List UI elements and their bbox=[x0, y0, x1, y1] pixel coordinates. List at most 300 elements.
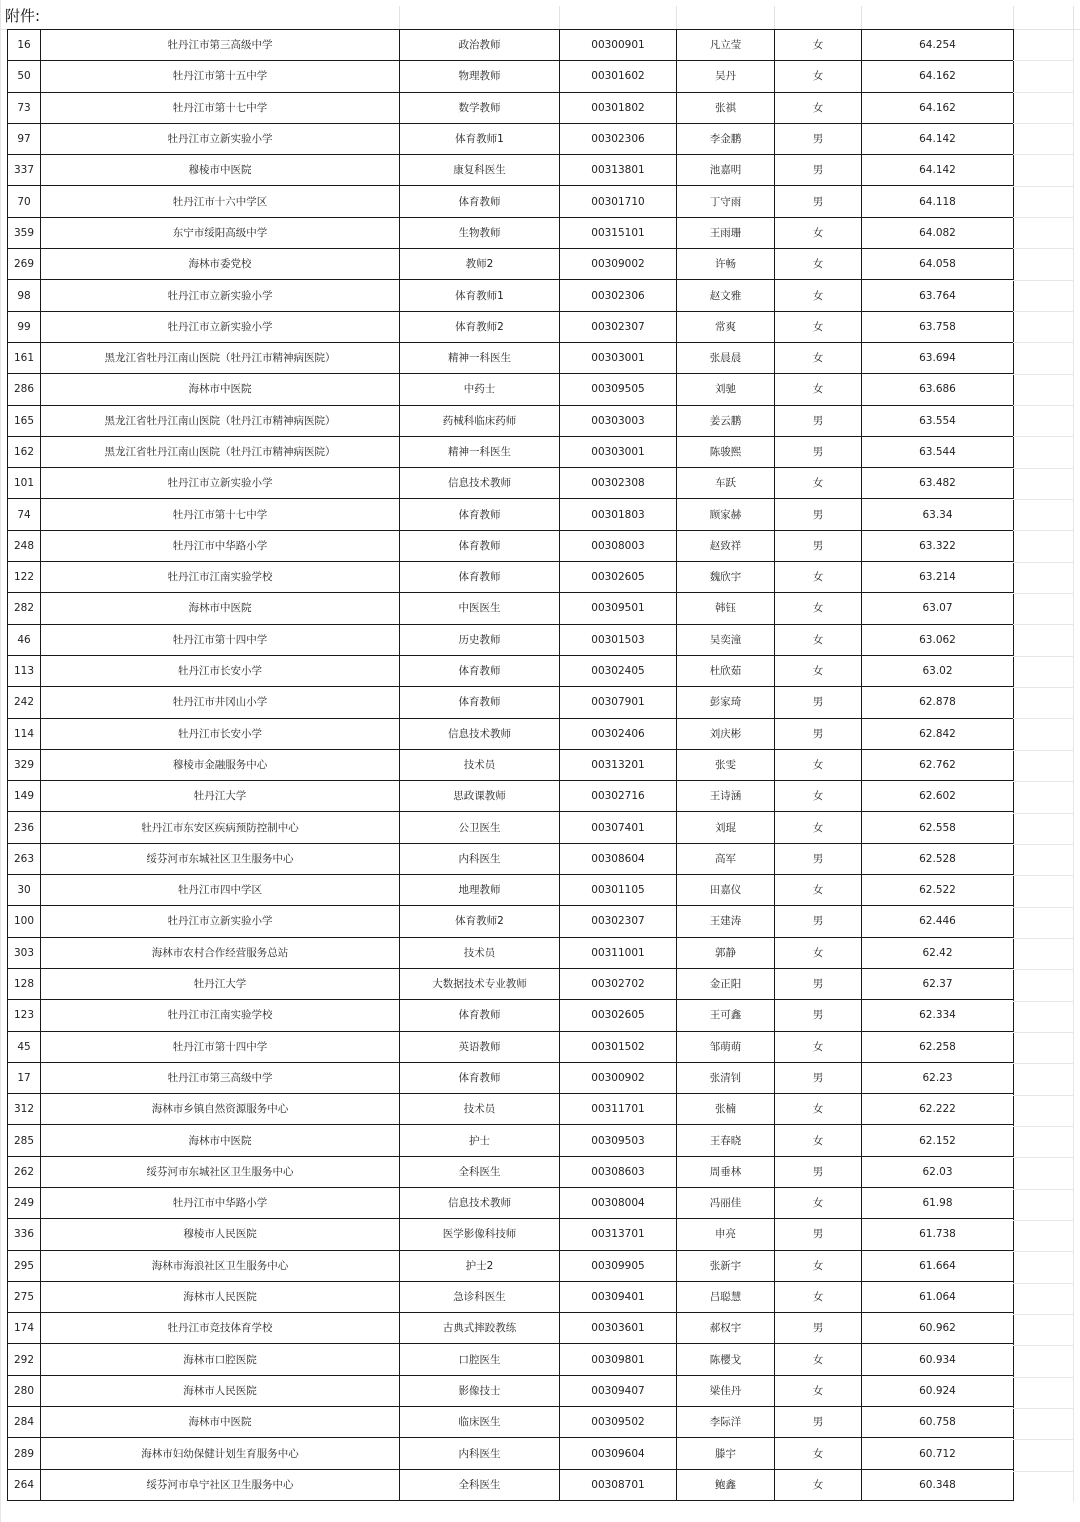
cell-position[interactable]: 数学教师 bbox=[400, 92, 560, 123]
cell-position-code[interactable]: 00302308 bbox=[560, 468, 677, 499]
cell-serial-number[interactable]: 337 bbox=[8, 155, 41, 186]
cell-candidate-name[interactable]: 张雯 bbox=[677, 749, 775, 780]
cell-serial-number[interactable]: 122 bbox=[8, 562, 41, 593]
cell-serial-number[interactable]: 74 bbox=[8, 499, 41, 530]
cell-position[interactable]: 体育教师 bbox=[400, 655, 560, 686]
cell-gender[interactable]: 女 bbox=[775, 217, 862, 248]
cell-serial-number[interactable]: 97 bbox=[8, 123, 41, 154]
cell-position[interactable]: 全科医生 bbox=[400, 1156, 560, 1187]
cell-position-code[interactable]: 00301803 bbox=[560, 499, 677, 530]
cell-position-code[interactable]: 00309407 bbox=[560, 1375, 677, 1406]
cell-position[interactable]: 影像技士 bbox=[400, 1375, 560, 1406]
cell-position-code[interactable]: 00300902 bbox=[560, 1062, 677, 1093]
cell-score[interactable]: 62.446 bbox=[862, 906, 1014, 937]
cell-gender[interactable]: 女 bbox=[775, 875, 862, 906]
cell-serial-number[interactable]: 73 bbox=[8, 92, 41, 123]
cell-gender[interactable]: 男 bbox=[775, 405, 862, 436]
cell-score[interactable]: 62.37 bbox=[862, 968, 1014, 999]
cell-score[interactable]: 62.528 bbox=[862, 843, 1014, 874]
cell-employer-unit[interactable]: 牡丹江市第三高级中学 bbox=[41, 1062, 400, 1093]
cell-gender[interactable]: 女 bbox=[775, 655, 862, 686]
cell-score[interactable]: 63.214 bbox=[862, 562, 1014, 593]
cell-position[interactable]: 护士 bbox=[400, 1125, 560, 1156]
cell-position[interactable]: 地理教师 bbox=[400, 875, 560, 906]
cell-candidate-name[interactable]: 王春晓 bbox=[677, 1125, 775, 1156]
cell-employer-unit[interactable]: 海林市妇幼保健计划生育服务中心 bbox=[41, 1438, 400, 1469]
cell-score[interactable]: 63.554 bbox=[862, 405, 1014, 436]
cell-position-code[interactable]: 00309002 bbox=[560, 249, 677, 280]
cell-score[interactable]: 62.23 bbox=[862, 1062, 1014, 1093]
cell-position-code[interactable]: 00311001 bbox=[560, 937, 677, 968]
cell-serial-number[interactable]: 100 bbox=[8, 906, 41, 937]
cell-position[interactable]: 体育教师 bbox=[400, 186, 560, 217]
cell-gender[interactable]: 男 bbox=[775, 1219, 862, 1250]
cell-position[interactable]: 口腔医生 bbox=[400, 1344, 560, 1375]
cell-employer-unit[interactable]: 牡丹江市江南实验学校 bbox=[41, 562, 400, 593]
cell-gender[interactable]: 女 bbox=[775, 30, 862, 61]
cell-serial-number[interactable]: 292 bbox=[8, 1344, 41, 1375]
cell-gender[interactable]: 女 bbox=[775, 1031, 862, 1062]
cell-serial-number[interactable]: 336 bbox=[8, 1219, 41, 1250]
cell-serial-number[interactable]: 30 bbox=[8, 875, 41, 906]
cell-employer-unit[interactable]: 海林市人民医院 bbox=[41, 1375, 400, 1406]
cell-employer-unit[interactable]: 牡丹江市江南实验学校 bbox=[41, 1000, 400, 1031]
cell-score[interactable]: 63.544 bbox=[862, 436, 1014, 467]
cell-position[interactable]: 体育教师 bbox=[400, 1000, 560, 1031]
cell-serial-number[interactable]: 269 bbox=[8, 249, 41, 280]
cell-position[interactable]: 精神一科医生 bbox=[400, 436, 560, 467]
cell-position[interactable]: 体育教师 bbox=[400, 562, 560, 593]
cell-gender[interactable]: 女 bbox=[775, 311, 862, 342]
cell-position-code[interactable]: 00302406 bbox=[560, 718, 677, 749]
cell-score[interactable]: 62.558 bbox=[862, 812, 1014, 843]
cell-candidate-name[interactable]: 彭家琦 bbox=[677, 687, 775, 718]
cell-position-code[interactable]: 00302306 bbox=[560, 123, 677, 154]
cell-gender[interactable]: 男 bbox=[775, 155, 862, 186]
cell-gender[interactable]: 女 bbox=[775, 749, 862, 780]
cell-gender[interactable]: 女 bbox=[775, 92, 862, 123]
cell-candidate-name[interactable]: 常爽 bbox=[677, 311, 775, 342]
cell-score[interactable]: 62.222 bbox=[862, 1094, 1014, 1125]
cell-employer-unit[interactable]: 牡丹江市立新实验小学 bbox=[41, 906, 400, 937]
cell-gender[interactable]: 女 bbox=[775, 1125, 862, 1156]
cell-employer-unit[interactable]: 牡丹江市四中学区 bbox=[41, 875, 400, 906]
cell-serial-number[interactable]: 286 bbox=[8, 374, 41, 405]
cell-employer-unit[interactable]: 牡丹江市东安区疾病预防控制中心 bbox=[41, 812, 400, 843]
cell-serial-number[interactable]: 17 bbox=[8, 1062, 41, 1093]
cell-candidate-name[interactable]: 赵致祥 bbox=[677, 530, 775, 561]
cell-score[interactable]: 62.42 bbox=[862, 937, 1014, 968]
cell-employer-unit[interactable]: 牡丹江市长安小学 bbox=[41, 718, 400, 749]
cell-gender[interactable]: 男 bbox=[775, 1156, 862, 1187]
cell-position-code[interactable]: 00313701 bbox=[560, 1219, 677, 1250]
cell-gender[interactable]: 女 bbox=[775, 342, 862, 373]
cell-candidate-name[interactable]: 顾家赫 bbox=[677, 499, 775, 530]
cell-employer-unit[interactable]: 牡丹江市第三高级中学 bbox=[41, 30, 400, 61]
cell-position[interactable]: 护士2 bbox=[400, 1250, 560, 1281]
cell-candidate-name[interactable]: 王诗涵 bbox=[677, 781, 775, 812]
cell-serial-number[interactable]: 174 bbox=[8, 1313, 41, 1344]
cell-score[interactable]: 61.064 bbox=[862, 1281, 1014, 1312]
cell-employer-unit[interactable]: 牡丹江市第十四中学 bbox=[41, 1031, 400, 1062]
cell-position-code[interactable]: 00301105 bbox=[560, 875, 677, 906]
cell-candidate-name[interactable]: 高军 bbox=[677, 843, 775, 874]
cell-gender[interactable]: 男 bbox=[775, 123, 862, 154]
cell-candidate-name[interactable]: 金正阳 bbox=[677, 968, 775, 999]
cell-position-code[interactable]: 00303003 bbox=[560, 405, 677, 436]
cell-gender[interactable]: 女 bbox=[775, 781, 862, 812]
cell-position-code[interactable]: 00307401 bbox=[560, 812, 677, 843]
cell-serial-number[interactable]: 99 bbox=[8, 311, 41, 342]
cell-score[interactable]: 60.348 bbox=[862, 1469, 1014, 1500]
cell-gender[interactable]: 女 bbox=[775, 374, 862, 405]
cell-serial-number[interactable]: 282 bbox=[8, 593, 41, 624]
cell-position-code[interactable]: 00313801 bbox=[560, 155, 677, 186]
cell-position-code[interactable]: 00301802 bbox=[560, 92, 677, 123]
cell-employer-unit[interactable]: 牡丹江市立新实验小学 bbox=[41, 280, 400, 311]
cell-position[interactable]: 技术员 bbox=[400, 749, 560, 780]
cell-position-code[interactable]: 00308603 bbox=[560, 1156, 677, 1187]
cell-position-code[interactable]: 00302716 bbox=[560, 781, 677, 812]
cell-position[interactable]: 英语教师 bbox=[400, 1031, 560, 1062]
cell-position[interactable]: 思政课教师 bbox=[400, 781, 560, 812]
cell-candidate-name[interactable]: 魏欣宇 bbox=[677, 562, 775, 593]
cell-serial-number[interactable]: 248 bbox=[8, 530, 41, 561]
cell-employer-unit[interactable]: 黑龙江省牡丹江南山医院（牡丹江市精神病医院） bbox=[41, 436, 400, 467]
cell-candidate-name[interactable]: 杜欣茹 bbox=[677, 655, 775, 686]
cell-serial-number[interactable]: 45 bbox=[8, 1031, 41, 1062]
cell-score[interactable]: 63.482 bbox=[862, 468, 1014, 499]
cell-employer-unit[interactable]: 穆棱市金融服务中心 bbox=[41, 749, 400, 780]
cell-score[interactable]: 61.738 bbox=[862, 1219, 1014, 1250]
cell-employer-unit[interactable]: 海林市人民医院 bbox=[41, 1281, 400, 1312]
cell-position-code[interactable]: 00309502 bbox=[560, 1407, 677, 1438]
cell-candidate-name[interactable]: 滕宇 bbox=[677, 1438, 775, 1469]
cell-position[interactable]: 全科医生 bbox=[400, 1469, 560, 1500]
cell-serial-number[interactable]: 165 bbox=[8, 405, 41, 436]
cell-candidate-name[interactable]: 田嘉仪 bbox=[677, 875, 775, 906]
cell-serial-number[interactable]: 284 bbox=[8, 1407, 41, 1438]
cell-serial-number[interactable]: 249 bbox=[8, 1187, 41, 1218]
cell-candidate-name[interactable]: 许畅 bbox=[677, 249, 775, 280]
cell-candidate-name[interactable]: 王雨珊 bbox=[677, 217, 775, 248]
cell-employer-unit[interactable]: 牡丹江市立新实验小学 bbox=[41, 468, 400, 499]
cell-serial-number[interactable]: 113 bbox=[8, 655, 41, 686]
cell-gender[interactable]: 女 bbox=[775, 1187, 862, 1218]
cell-employer-unit[interactable]: 海林市农村合作经营服务总站 bbox=[41, 937, 400, 968]
cell-position[interactable]: 历史教师 bbox=[400, 624, 560, 655]
cell-gender[interactable]: 女 bbox=[775, 593, 862, 624]
cell-gender[interactable]: 女 bbox=[775, 1250, 862, 1281]
cell-employer-unit[interactable]: 牡丹江市井冈山小学 bbox=[41, 687, 400, 718]
cell-gender[interactable]: 女 bbox=[775, 1094, 862, 1125]
cell-candidate-name[interactable]: 韩钰 bbox=[677, 593, 775, 624]
cell-position-code[interactable]: 00301602 bbox=[560, 61, 677, 92]
cell-gender[interactable]: 男 bbox=[775, 968, 862, 999]
cell-position[interactable]: 体育教师 bbox=[400, 499, 560, 530]
cell-position[interactable]: 古典式摔跤教练 bbox=[400, 1313, 560, 1344]
cell-candidate-name[interactable]: 陈骏熙 bbox=[677, 436, 775, 467]
cell-gender[interactable]: 男 bbox=[775, 530, 862, 561]
cell-serial-number[interactable]: 262 bbox=[8, 1156, 41, 1187]
cell-serial-number[interactable]: 123 bbox=[8, 1000, 41, 1031]
cell-score[interactable]: 60.758 bbox=[862, 1407, 1014, 1438]
cell-serial-number[interactable]: 101 bbox=[8, 468, 41, 499]
cell-gender[interactable]: 男 bbox=[775, 186, 862, 217]
cell-position-code[interactable]: 00301503 bbox=[560, 624, 677, 655]
cell-position[interactable]: 内科医生 bbox=[400, 843, 560, 874]
cell-gender[interactable]: 男 bbox=[775, 436, 862, 467]
cell-gender[interactable]: 女 bbox=[775, 468, 862, 499]
cell-score[interactable]: 63.07 bbox=[862, 593, 1014, 624]
cell-candidate-name[interactable]: 鲍鑫 bbox=[677, 1469, 775, 1500]
cell-candidate-name[interactable]: 凡立莹 bbox=[677, 30, 775, 61]
cell-serial-number[interactable]: 303 bbox=[8, 937, 41, 968]
cell-employer-unit[interactable]: 海林市海浪社区卫生服务中心 bbox=[41, 1250, 400, 1281]
cell-score[interactable]: 62.03 bbox=[862, 1156, 1014, 1187]
cell-serial-number[interactable]: 295 bbox=[8, 1250, 41, 1281]
cell-employer-unit[interactable]: 牡丹江市中华路小学 bbox=[41, 1187, 400, 1218]
cell-position-code[interactable]: 00303601 bbox=[560, 1313, 677, 1344]
cell-score[interactable]: 63.764 bbox=[862, 280, 1014, 311]
cell-position-code[interactable]: 00309503 bbox=[560, 1125, 677, 1156]
cell-employer-unit[interactable]: 牡丹江市长安小学 bbox=[41, 655, 400, 686]
cell-position[interactable]: 技术员 bbox=[400, 1094, 560, 1125]
cell-position-code[interactable]: 00309501 bbox=[560, 593, 677, 624]
cell-employer-unit[interactable]: 海林市中医院 bbox=[41, 374, 400, 405]
cell-position-code[interactable]: 00301710 bbox=[560, 186, 677, 217]
cell-serial-number[interactable]: 50 bbox=[8, 61, 41, 92]
cell-position-code[interactable]: 00308004 bbox=[560, 1187, 677, 1218]
cell-gender[interactable]: 男 bbox=[775, 1407, 862, 1438]
cell-employer-unit[interactable]: 东宁市绥阳高级中学 bbox=[41, 217, 400, 248]
cell-employer-unit[interactable]: 海林市中医院 bbox=[41, 593, 400, 624]
cell-position-code[interactable]: 00302405 bbox=[560, 655, 677, 686]
cell-gender[interactable]: 女 bbox=[775, 937, 862, 968]
cell-position[interactable]: 物理教师 bbox=[400, 61, 560, 92]
cell-position[interactable]: 政治教师 bbox=[400, 30, 560, 61]
cell-position[interactable]: 信息技术教师 bbox=[400, 468, 560, 499]
cell-serial-number[interactable]: 70 bbox=[8, 186, 41, 217]
cell-serial-number[interactable]: 242 bbox=[8, 687, 41, 718]
cell-employer-unit[interactable]: 牡丹江市立新实验小学 bbox=[41, 123, 400, 154]
cell-position[interactable]: 医学影像科技师 bbox=[400, 1219, 560, 1250]
cell-position-code[interactable]: 00309905 bbox=[560, 1250, 677, 1281]
cell-position-code[interactable]: 00302307 bbox=[560, 906, 677, 937]
cell-position[interactable]: 体育教师1 bbox=[400, 123, 560, 154]
cell-candidate-name[interactable]: 梁佳丹 bbox=[677, 1375, 775, 1406]
cell-gender[interactable]: 男 bbox=[775, 718, 862, 749]
cell-gender[interactable]: 男 bbox=[775, 1000, 862, 1031]
cell-serial-number[interactable]: 312 bbox=[8, 1094, 41, 1125]
cell-gender[interactable]: 男 bbox=[775, 687, 862, 718]
cell-serial-number[interactable]: 263 bbox=[8, 843, 41, 874]
cell-candidate-name[interactable]: 周垂林 bbox=[677, 1156, 775, 1187]
cell-gender[interactable]: 女 bbox=[775, 1281, 862, 1312]
cell-employer-unit[interactable]: 牡丹江大学 bbox=[41, 968, 400, 999]
cell-candidate-name[interactable]: 李际洋 bbox=[677, 1407, 775, 1438]
cell-position-code[interactable]: 00302306 bbox=[560, 280, 677, 311]
cell-gender[interactable]: 男 bbox=[775, 1062, 862, 1093]
cell-gender[interactable]: 男 bbox=[775, 906, 862, 937]
cell-employer-unit[interactable]: 海林市中医院 bbox=[41, 1125, 400, 1156]
cell-score[interactable]: 60.962 bbox=[862, 1313, 1014, 1344]
cell-position[interactable]: 技术员 bbox=[400, 937, 560, 968]
cell-employer-unit[interactable]: 牡丹江市竞技体育学校 bbox=[41, 1313, 400, 1344]
cell-score[interactable]: 64.254 bbox=[862, 30, 1014, 61]
cell-position[interactable]: 体育教师 bbox=[400, 530, 560, 561]
cell-gender[interactable]: 女 bbox=[775, 812, 862, 843]
cell-serial-number[interactable]: 264 bbox=[8, 1469, 41, 1500]
cell-position[interactable]: 精神一科医生 bbox=[400, 342, 560, 373]
cell-candidate-name[interactable]: 张新宇 bbox=[677, 1250, 775, 1281]
cell-score[interactable]: 62.152 bbox=[862, 1125, 1014, 1156]
cell-position[interactable]: 急诊科医生 bbox=[400, 1281, 560, 1312]
cell-employer-unit[interactable]: 牡丹江市十六中学区 bbox=[41, 186, 400, 217]
cell-score[interactable]: 64.162 bbox=[862, 61, 1014, 92]
cell-candidate-name[interactable]: 丁守雨 bbox=[677, 186, 775, 217]
cell-candidate-name[interactable]: 张清钊 bbox=[677, 1062, 775, 1093]
cell-position[interactable]: 体育教师 bbox=[400, 1062, 560, 1093]
cell-candidate-name[interactable]: 张晨晨 bbox=[677, 342, 775, 373]
cell-gender[interactable]: 女 bbox=[775, 249, 862, 280]
cell-candidate-name[interactable]: 赵文雅 bbox=[677, 280, 775, 311]
cell-candidate-name[interactable]: 冯丽佳 bbox=[677, 1187, 775, 1218]
cell-position[interactable]: 药械科临床药师 bbox=[400, 405, 560, 436]
cell-candidate-name[interactable]: 刘琨 bbox=[677, 812, 775, 843]
cell-score[interactable]: 62.522 bbox=[862, 875, 1014, 906]
cell-position-code[interactable]: 00309401 bbox=[560, 1281, 677, 1312]
cell-employer-unit[interactable]: 海林市委党校 bbox=[41, 249, 400, 280]
cell-serial-number[interactable]: 46 bbox=[8, 624, 41, 655]
cell-gender[interactable]: 女 bbox=[775, 61, 862, 92]
cell-gender[interactable]: 女 bbox=[775, 624, 862, 655]
cell-score[interactable]: 62.878 bbox=[862, 687, 1014, 718]
cell-serial-number[interactable]: 329 bbox=[8, 749, 41, 780]
cell-score[interactable]: 61.664 bbox=[862, 1250, 1014, 1281]
cell-serial-number[interactable]: 161 bbox=[8, 342, 41, 373]
cell-candidate-name[interactable]: 郝权宇 bbox=[677, 1313, 775, 1344]
cell-employer-unit[interactable]: 牡丹江市第十五中学 bbox=[41, 61, 400, 92]
cell-candidate-name[interactable]: 李金鹏 bbox=[677, 123, 775, 154]
cell-candidate-name[interactable]: 邹萌萌 bbox=[677, 1031, 775, 1062]
cell-position[interactable]: 内科医生 bbox=[400, 1438, 560, 1469]
cell-candidate-name[interactable]: 郭静 bbox=[677, 937, 775, 968]
cell-employer-unit[interactable]: 牡丹江市中华路小学 bbox=[41, 530, 400, 561]
cell-employer-unit[interactable]: 穆棱市中医院 bbox=[41, 155, 400, 186]
cell-candidate-name[interactable]: 车跃 bbox=[677, 468, 775, 499]
cell-candidate-name[interactable]: 张楠 bbox=[677, 1094, 775, 1125]
cell-score[interactable]: 64.142 bbox=[862, 155, 1014, 186]
cell-serial-number[interactable]: 128 bbox=[8, 968, 41, 999]
cell-position[interactable]: 中医医生 bbox=[400, 593, 560, 624]
cell-score[interactable]: 60.924 bbox=[862, 1375, 1014, 1406]
cell-candidate-name[interactable]: 张祺 bbox=[677, 92, 775, 123]
cell-employer-unit[interactable]: 海林市乡镇自然资源服务中心 bbox=[41, 1094, 400, 1125]
cell-position-code[interactable]: 00302702 bbox=[560, 968, 677, 999]
cell-gender[interactable]: 女 bbox=[775, 1438, 862, 1469]
cell-serial-number[interactable]: 280 bbox=[8, 1375, 41, 1406]
cell-position-code[interactable]: 00308701 bbox=[560, 1469, 677, 1500]
cell-gender[interactable]: 男 bbox=[775, 843, 862, 874]
cell-score[interactable]: 63.758 bbox=[862, 311, 1014, 342]
cell-serial-number[interactable]: 149 bbox=[8, 781, 41, 812]
cell-position[interactable]: 生物教师 bbox=[400, 217, 560, 248]
cell-score[interactable]: 64.142 bbox=[862, 123, 1014, 154]
cell-position[interactable]: 康复科医生 bbox=[400, 155, 560, 186]
cell-serial-number[interactable]: 236 bbox=[8, 812, 41, 843]
cell-candidate-name[interactable]: 吴奕潼 bbox=[677, 624, 775, 655]
cell-position-code[interactable]: 00308003 bbox=[560, 530, 677, 561]
cell-gender[interactable]: 男 bbox=[775, 499, 862, 530]
cell-candidate-name[interactable]: 姜云鹏 bbox=[677, 405, 775, 436]
cell-candidate-name[interactable]: 陈樱戈 bbox=[677, 1344, 775, 1375]
cell-gender[interactable]: 女 bbox=[775, 562, 862, 593]
cell-serial-number[interactable]: 285 bbox=[8, 1125, 41, 1156]
cell-position-code[interactable]: 00302605 bbox=[560, 562, 677, 593]
cell-employer-unit[interactable]: 牡丹江大学 bbox=[41, 781, 400, 812]
cell-employer-unit[interactable]: 牡丹江市第十四中学 bbox=[41, 624, 400, 655]
cell-gender[interactable]: 男 bbox=[775, 1313, 862, 1344]
cell-score[interactable]: 60.712 bbox=[862, 1438, 1014, 1469]
cell-employer-unit[interactable]: 绥芬河市阜宁社区卫生服务中心 bbox=[41, 1469, 400, 1500]
cell-score[interactable]: 64.118 bbox=[862, 186, 1014, 217]
cell-position-code[interactable]: 00303001 bbox=[560, 436, 677, 467]
cell-employer-unit[interactable]: 海林市中医院 bbox=[41, 1407, 400, 1438]
cell-position-code[interactable]: 00303001 bbox=[560, 342, 677, 373]
cell-position-code[interactable]: 00301502 bbox=[560, 1031, 677, 1062]
cell-position[interactable]: 教师2 bbox=[400, 249, 560, 280]
cell-score[interactable]: 62.258 bbox=[862, 1031, 1014, 1062]
cell-employer-unit[interactable]: 绥芬河市东城社区卫生服务中心 bbox=[41, 843, 400, 874]
cell-position[interactable]: 体育教师 bbox=[400, 687, 560, 718]
cell-candidate-name[interactable]: 申亮 bbox=[677, 1219, 775, 1250]
cell-serial-number[interactable]: 16 bbox=[8, 30, 41, 61]
cell-position-code[interactable]: 00315101 bbox=[560, 217, 677, 248]
cell-serial-number[interactable]: 275 bbox=[8, 1281, 41, 1312]
cell-gender[interactable]: 女 bbox=[775, 1375, 862, 1406]
cell-score[interactable]: 64.082 bbox=[862, 217, 1014, 248]
cell-employer-unit[interactable]: 牡丹江市第十七中学 bbox=[41, 92, 400, 123]
cell-employer-unit[interactable]: 牡丹江市第十七中学 bbox=[41, 499, 400, 530]
cell-position-code[interactable]: 00302605 bbox=[560, 1000, 677, 1031]
cell-score[interactable]: 63.02 bbox=[862, 655, 1014, 686]
cell-position-code[interactable]: 00311701 bbox=[560, 1094, 677, 1125]
cell-score[interactable]: 64.162 bbox=[862, 92, 1014, 123]
cell-position-code[interactable]: 00313201 bbox=[560, 749, 677, 780]
cell-position[interactable]: 体育教师2 bbox=[400, 906, 560, 937]
cell-candidate-name[interactable]: 王建涛 bbox=[677, 906, 775, 937]
cell-position[interactable]: 信息技术教师 bbox=[400, 1187, 560, 1218]
cell-position-code[interactable]: 00300901 bbox=[560, 30, 677, 61]
cell-score[interactable]: 61.98 bbox=[862, 1187, 1014, 1218]
cell-position-code[interactable]: 00309801 bbox=[560, 1344, 677, 1375]
cell-position[interactable]: 信息技术教师 bbox=[400, 718, 560, 749]
cell-score[interactable]: 63.322 bbox=[862, 530, 1014, 561]
cell-employer-unit[interactable]: 绥芬河市东城社区卫生服务中心 bbox=[41, 1156, 400, 1187]
cell-position-code[interactable]: 00307901 bbox=[560, 687, 677, 718]
cell-employer-unit[interactable]: 黑龙江省牡丹江南山医院（牡丹江市精神病医院） bbox=[41, 405, 400, 436]
cell-candidate-name[interactable]: 吴丹 bbox=[677, 61, 775, 92]
cell-serial-number[interactable]: 114 bbox=[8, 718, 41, 749]
cell-serial-number[interactable]: 359 bbox=[8, 217, 41, 248]
cell-score[interactable]: 64.058 bbox=[862, 249, 1014, 280]
cell-position[interactable]: 中药士 bbox=[400, 374, 560, 405]
cell-employer-unit[interactable]: 海林市口腔医院 bbox=[41, 1344, 400, 1375]
cell-candidate-name[interactable]: 吕聪慧 bbox=[677, 1281, 775, 1312]
cell-score[interactable]: 63.694 bbox=[862, 342, 1014, 373]
cell-candidate-name[interactable]: 池嘉明 bbox=[677, 155, 775, 186]
